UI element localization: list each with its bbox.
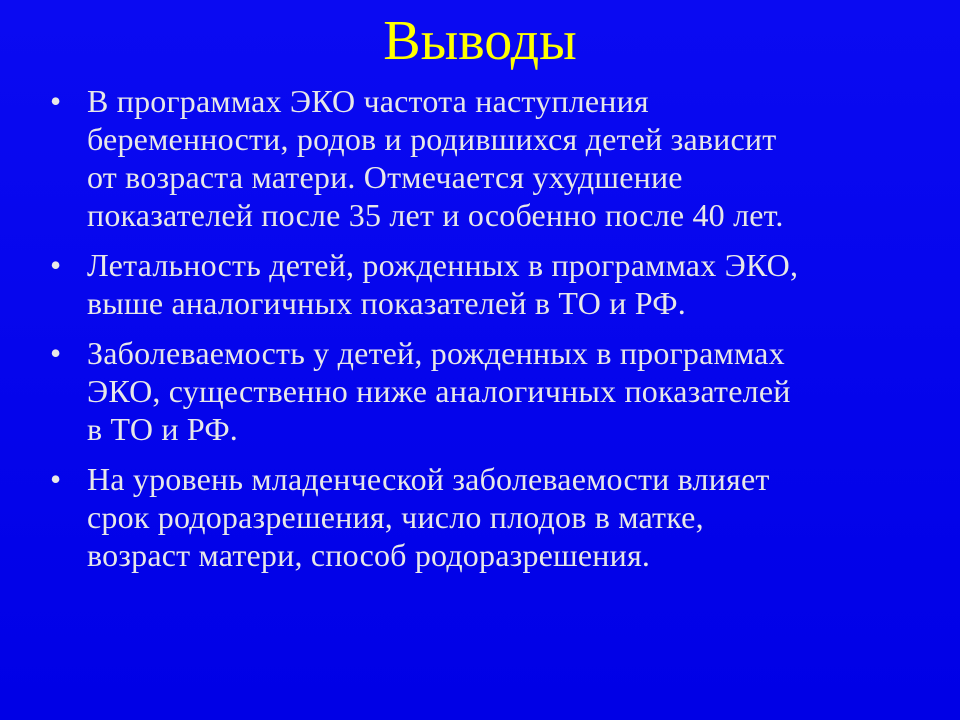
bullet-icon: • <box>50 247 62 283</box>
slide-title: Выводы <box>383 10 577 72</box>
bullet-text-line: от возраста матери. Отмечается ухудшение <box>87 159 683 195</box>
bullet-text-line: ЭКО, существенно ниже аналогичных показателей <box>87 373 791 409</box>
bullet-text-line: показателей после 35 лет и особенно после 40 лет. <box>87 197 784 233</box>
bullet-item-2 <box>0 246 960 322</box>
bullet-text-line: выше аналогичных показателей в ТО и РФ. <box>87 285 686 321</box>
bullet-icon: • <box>50 335 62 371</box>
bullet-text-line: беременности, родов и родившихся детей зависит <box>87 121 777 157</box>
bullet-text-line: На уровень младенческой заболеваемости влияет <box>87 461 770 497</box>
bullet-list <box>0 82 960 586</box>
bullet-text-line: Заболеваемость у детей, рожденных в программах <box>87 335 785 371</box>
bullet-icon: • <box>50 83 62 119</box>
bullet-text-line: срок родоразрешения, число плодов в матке, <box>87 499 704 535</box>
bullet-text-line: Летальность детей, рожденных в программах ЭКО, <box>87 247 799 283</box>
bullet-icon: • <box>50 461 62 497</box>
bullet-text-line: В программах ЭКО частота наступления <box>87 83 649 119</box>
bullet-text-line: в ТО и РФ. <box>87 411 238 447</box>
bullet-item-3 <box>0 334 960 448</box>
bullet-item-1 <box>0 82 960 234</box>
bullet-text-line: возраст матери, способ родоразрешения. <box>87 537 651 573</box>
bullet-item-4 <box>0 460 960 574</box>
